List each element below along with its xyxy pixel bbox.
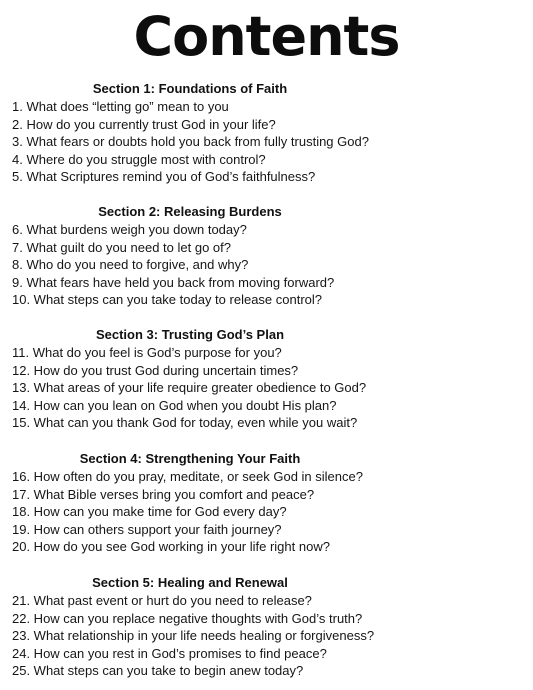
list-item: 15. What can you thank God for today, even while you wait? [12,415,358,430]
list-item: 14. How can you lean on God when you doubt His plan? [12,397,337,413]
list-item: 12. How do you trust God during uncertain times? [12,362,299,378]
list-item: 10. What steps can you take today to release control? [12,292,323,307]
list-item: 20. How do you see God working in your life right now? [12,539,330,554]
question-list [0,592,533,680]
section-heading: Section 2: Releasing Burdens [98,204,282,219]
section-heading: Section 4: Strengthening Your Faith [79,451,301,466]
question-list [0,98,533,186]
list-item: 11. What do you feel is God’s purpose for you? [12,345,282,360]
list-item: 13. What areas of your life require greater obedience to God? [12,380,367,395]
list-item: 4. Where do you struggle most with control? [12,151,266,167]
section-3 [0,326,533,432]
list-item: 18. How can you make time for God every day? [12,504,287,519]
section-heading: Section 1: Foundations of Faith [92,81,288,96]
list-item: 6. What burdens weigh you down today? [12,222,247,237]
question-list [0,468,533,556]
list-item: 16. How often do you pray, meditate, or seek God in silence? [12,469,363,484]
list-item: 24. How can you rest in God’s promises to find peace? [12,645,327,661]
list-item: 5. What Scriptures remind you of God’s faithfulness? [12,169,316,184]
list-item: 22. How can you replace negative thoughts with God’s truth? [12,610,363,626]
section-1 [0,80,533,186]
list-item: 19. How can others support your faith journey? [12,521,282,537]
list-item: 23. What relationship in your life needs healing or forgiveness? [12,628,375,643]
page-title: Contents [133,5,400,68]
list-item: 8. Who do you need to forgive, and why? [12,257,249,272]
list-item: 9. What fears have held you back from moving forward? [12,274,335,290]
section-heading: Section 3: Trusting God’s Plan [95,327,285,342]
section-4 [0,450,533,556]
list-item: 25. What steps can you take to begin anew today? [12,663,304,678]
section-2 [0,203,533,309]
list-item: 17. What Bible verses bring you comfort and peace? [12,486,315,502]
section-heading: Section 5: Healing and Renewal [92,575,288,590]
section-5 [0,574,533,680]
list-item: 1. What does “letting go” mean to you [12,99,229,114]
list-item: 3. What fears or doubts hold you back from fully trusting God? [12,134,369,149]
question-list [0,344,533,432]
list-item: 2. How do you currently trust God in your life? [12,116,276,132]
list-item: 21. What past event or hurt do you need to release? [12,593,312,608]
list-item: 7. What guilt do you need to let go of? [12,239,231,255]
question-list [0,221,533,309]
